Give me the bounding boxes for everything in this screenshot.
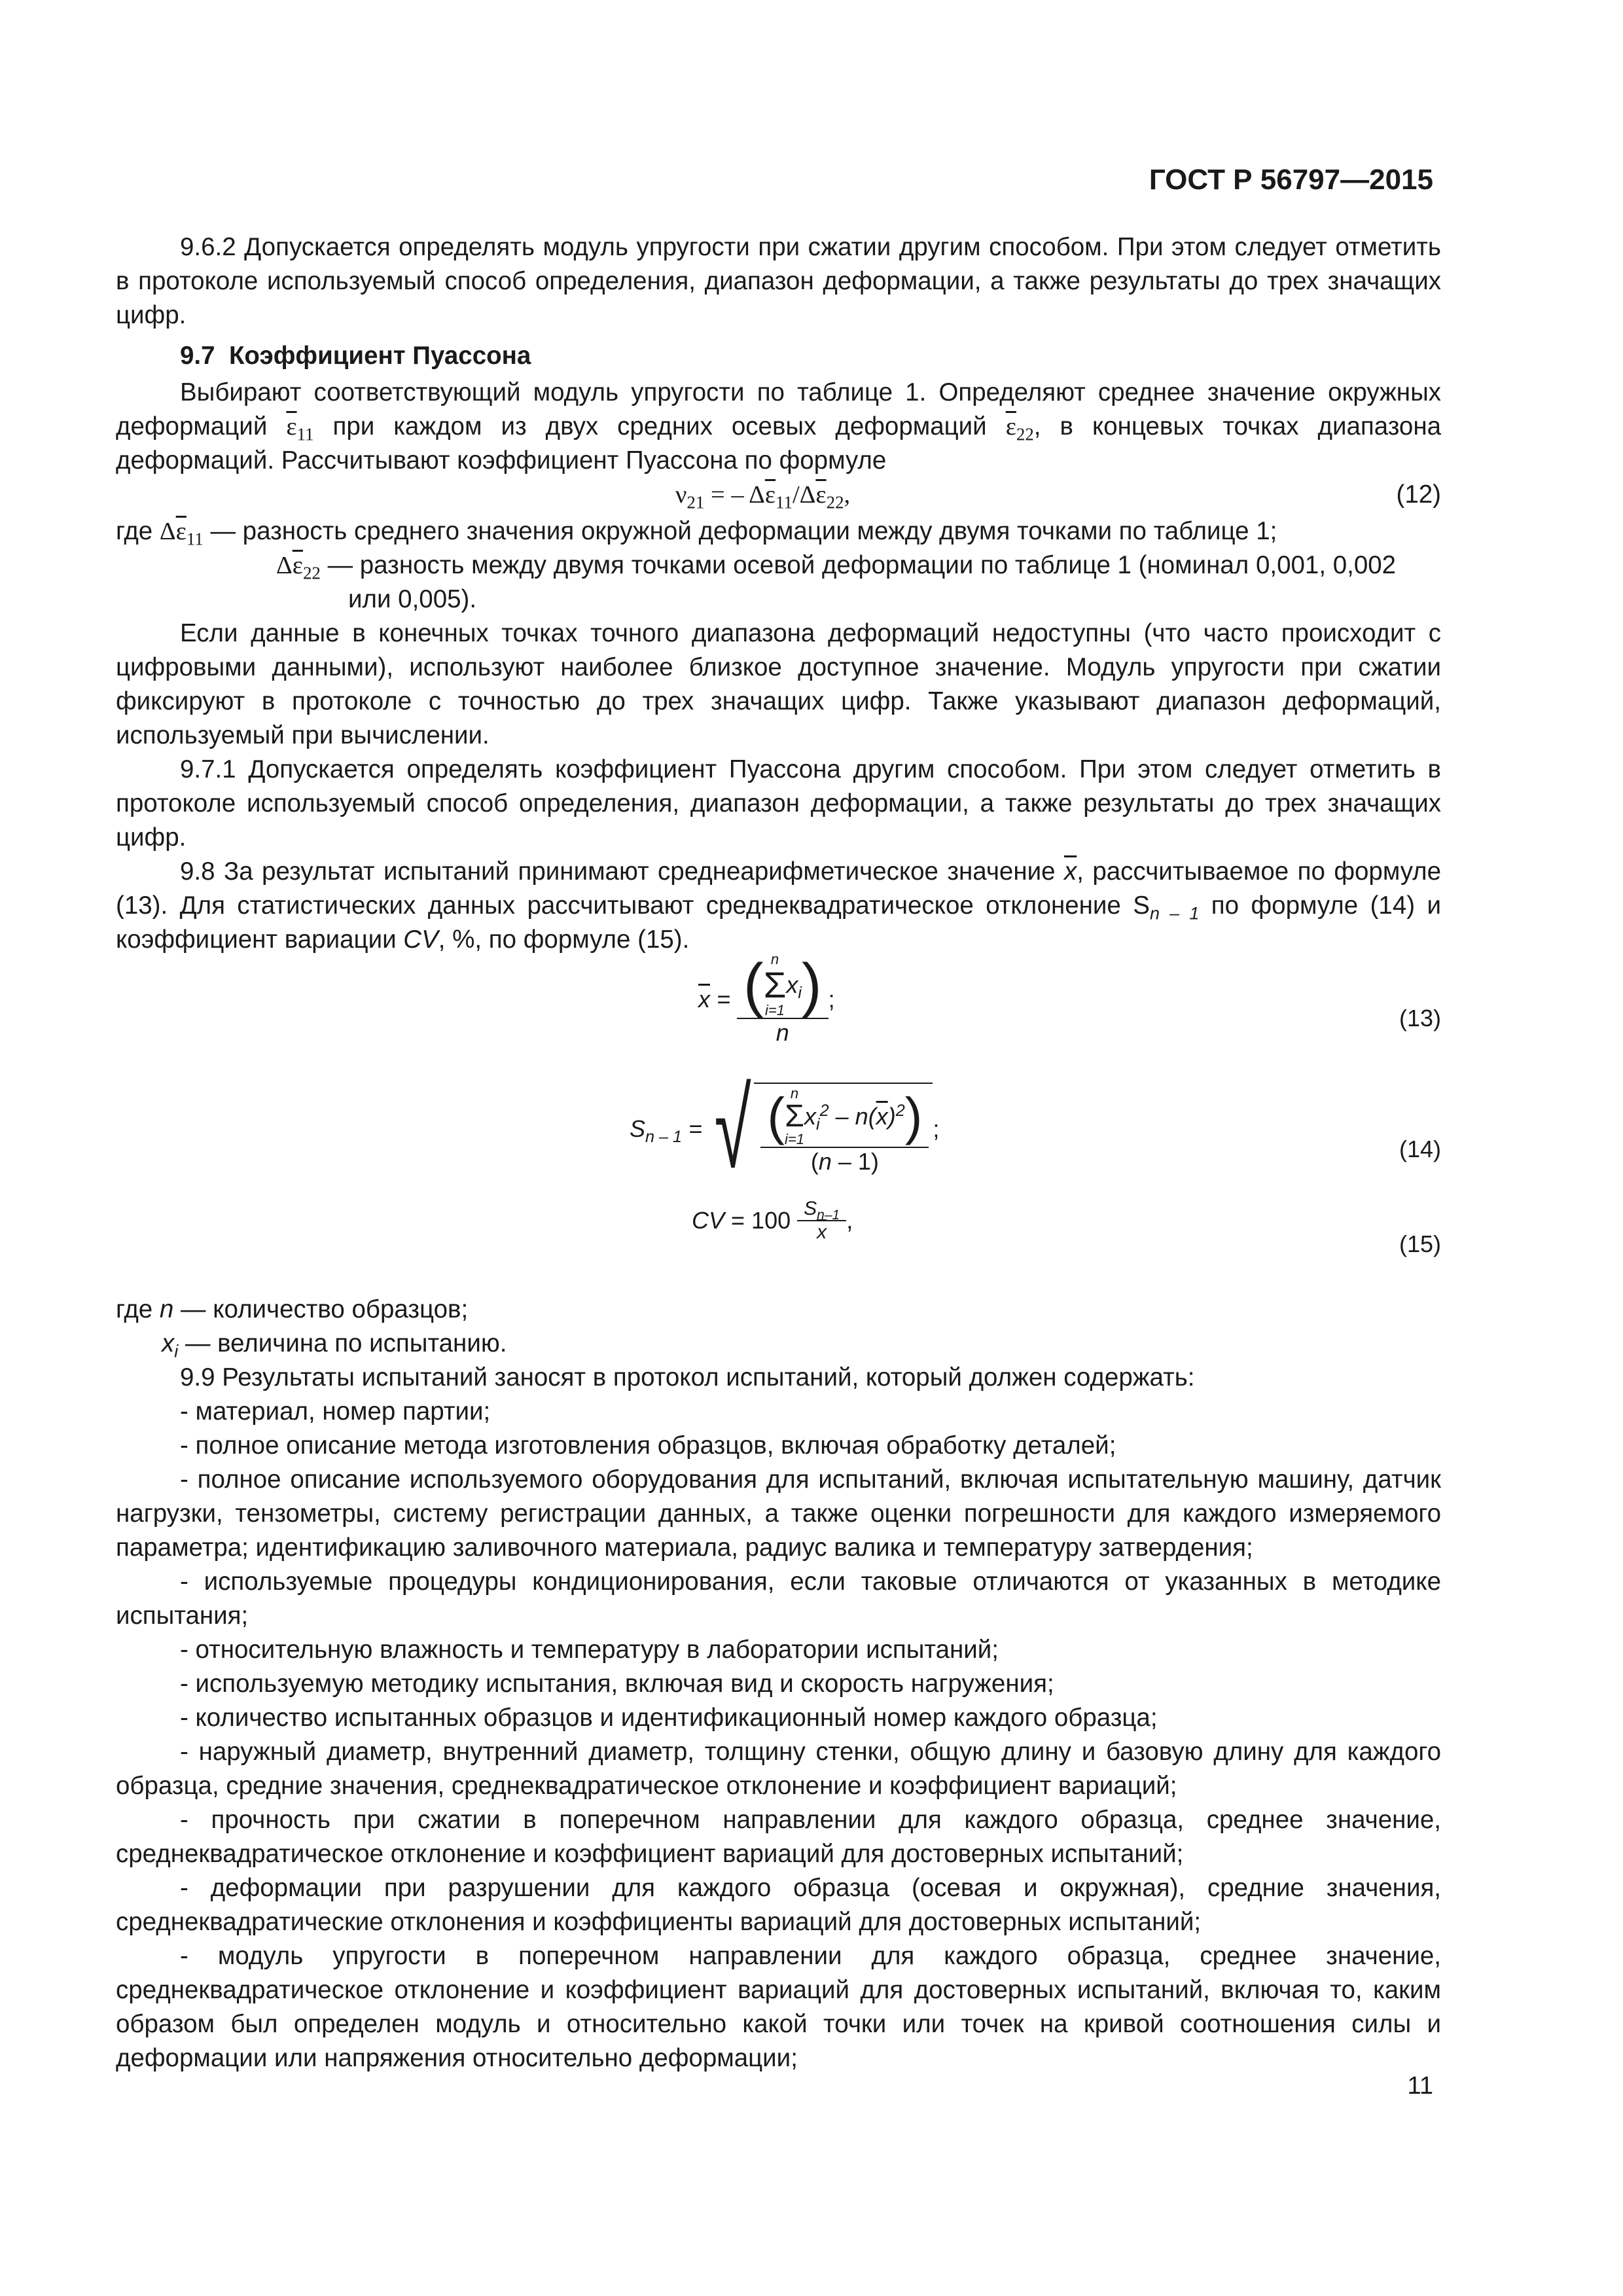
list-item: - полное описание метода изготовления образцов, включая обработку деталей; xyxy=(180,1431,1116,1460)
where-eps11 xyxy=(116,514,1441,548)
equation-12 xyxy=(116,478,1441,514)
equation-number-13: (13) xyxy=(1399,1005,1441,1031)
list-item: - прочность при сжатии в поперечном направлении для каждого образца, среднее значение, среднеквадратическое отклонение и коэффициент вариаций для достоверных испытаний; xyxy=(116,1806,1441,1868)
where-n: где n — количество образцов; xyxy=(116,1295,469,1323)
equation-13 xyxy=(116,952,1441,1064)
xi-symbol: $x_i$ xyxy=(162,1329,179,1361)
n-minus-1-subscript: n – 1 xyxy=(1149,903,1200,924)
section-heading-9-7 xyxy=(116,339,1441,373)
text-block-top xyxy=(116,230,1441,957)
eps22-symbol: $\overline{\varepsilon}_{22}$ xyxy=(1005,413,1034,444)
equation-number-14: (14) xyxy=(1399,1136,1441,1162)
text-block-bottom xyxy=(116,1293,1441,2075)
delta-eps22-symbol: $\Delta\overline{\varepsilon}_{22}$ xyxy=(276,552,321,583)
poisson-formula: $\nu_{21}$ = – $\Delta\overline{\varepsilon}_{11}/\Delta\overline{\varepsilon}_{22}$, xyxy=(675,481,851,512)
p97-text-c: , в концевых точках диапазона деформаций. Рассчитывают коэффициент Пуассона по формуле xyxy=(116,412,1442,475)
paragraph-if-data: Если данные в конечных точках точного диапазона деформаций недоступны (что часто происходит с цифровыми данными), используют наиболее близкое доступное значение. Модуль упругости при сжатии фиксируют в протоколе с точностью до трех значащих цифр. Также указывают диапазон деформаций, используемый при вычислении. xyxy=(116,619,1441,749)
equation-number-15: (15) xyxy=(1399,1230,1441,1257)
delta-eps11-desc: — разность среднего значения окружной деформации между двумя точками по таблице 1; xyxy=(210,517,1277,545)
paragraph-9-7-1: 9.7.1 Допускается определять коэффициент Пуассона другим способом. При этом следует отметить в протоколе используемый способ определения, диапазон деформации, а также результаты до трех значащих цифр. xyxy=(116,755,1441,852)
page-number: 11 xyxy=(1407,2072,1433,2100)
list-item: - материал, номер партии; xyxy=(180,1397,491,1426)
equation-14 xyxy=(116,1067,1441,1191)
std-dev-formula: $S_{n - 1}$ = √ ( n Σ i=1 $x_i^2 - n(\overline{x})^2$) (n – 1) ; xyxy=(630,1067,940,1191)
list-item: - относительную влажность и температуру в лаборатории испытаний; xyxy=(180,1636,999,1664)
p98-text-c: по формуле (14) и коэффициент вариации xyxy=(116,891,1441,954)
mean-fraction: ( n Σ i=1 $x_i$) n xyxy=(737,952,829,1047)
paragraph-9-7 xyxy=(116,376,1441,478)
p98-text-e: , %, по формуле (15). xyxy=(438,925,690,954)
standard-code-header: ГОСТ Р 56797—2015 xyxy=(1149,164,1433,196)
p97-text-a: Выбирают соответствующий модуль упругости по таблице 1. Определяют среднее значение окружных деформаций xyxy=(116,378,1441,440)
section-number: 9.7 xyxy=(180,342,215,370)
p97-text-b: при каждом из двух средних осевых деформаций xyxy=(332,412,987,440)
equation-number-12: (12) xyxy=(1396,480,1441,509)
cv-symbol: CV xyxy=(403,925,438,954)
list-item: - используемые процедуры кондиционирования, если таковые отличаются от указанных в методике испытания; xyxy=(116,1568,1441,1630)
p98-text-a: 9.8 За результат испытаний принимают среднеарифметическое значение xyxy=(180,857,1056,886)
list-item: - количество испытанных образцов и идентификационный номер каждого образца; xyxy=(180,1704,1158,1732)
list-item: - полное описание используемого оборудования для испытаний, включая испытательную машину, датчик нагрузки, тензометры, систему регистрации данных, а также оценки погрешности для каждого измеряемого параметра; идентификацию заливочного материала, радиус валика и температуру затвердения; xyxy=(116,1465,1441,1562)
p98-text-b: , рассчитываемое по формуле (13). Для статистических данных рассчитывают среднеквадратическое отклонение S xyxy=(116,857,1441,920)
paragraph-9-6-2: 9.6.2 Допускается определять модуль упругости при сжатии другим способом. При этом следует отметить в протоколе используемый способ определения, диапазон деформации, а также результаты до трех значащих цифр. xyxy=(116,233,1441,329)
list-item: - используемую методику испытания, включая вид и скорость нагружения; xyxy=(180,1670,1054,1698)
paragraph-9-9: 9.9 Результаты испытаний заносят в протокол испытаний, который должен содержать: xyxy=(180,1363,1195,1391)
paragraph-9-8 xyxy=(116,855,1441,957)
cv-coefficient: 100 xyxy=(751,1207,791,1234)
n-symbol: n xyxy=(159,1295,174,1323)
delta-eps11-symbol: $\Delta\overline{\varepsilon}_{11}$ xyxy=(159,518,204,549)
mean-formula: $\overline{x}$ = ( n Σ i=1 $x_i$) n ; xyxy=(698,951,835,1046)
list-item: - наружный диаметр, внутренний диаметр, толщину стенки, общую длину и базовую длину для каждого образца, средние значения, среднеквадратическое отклонение и коэффициент вариаций; xyxy=(116,1738,1441,1800)
list-item: - модуль упругости в поперечном направлении для каждого образца, среднее значение, среднеквадратическое отклонение и коэффициент вариаций для достоверных испытаний, включая то, каким образом был определен модуль и относительно какой точки или точек на кривой соотношения силы и деформации или напряжения относительно деформации; xyxy=(116,1942,1441,2072)
xi-desc: — величина по испытанию. xyxy=(185,1329,507,1357)
where-eps22 xyxy=(116,548,1441,617)
x-mean-symbol: $\overline{x}$ xyxy=(1063,857,1077,886)
equation-15 xyxy=(116,1198,1441,1270)
list-item: - деформации при разрушении для каждого образца (осевая и окружная), средние значения, среднеквадратические отклонения и коэффициенты вариаций для достоверных испытаний; xyxy=(116,1874,1441,1936)
delta-eps22-desc: — разность между двумя точками осевой деформации по таблице 1 (номинал 0,001, 0,002 или 0,005). xyxy=(327,551,1397,613)
n-desc: — количество образцов; xyxy=(181,1295,469,1323)
where-label: где xyxy=(116,517,153,545)
eps11-symbol: $\overline{\varepsilon}_{11}$ xyxy=(286,413,314,444)
section-title: Коэффициент Пуассона xyxy=(228,342,531,370)
cv-formula: CV = 100 $\frac{S_{n-1}}{x}$ , xyxy=(692,1198,853,1243)
where-xi xyxy=(116,1327,1441,1361)
